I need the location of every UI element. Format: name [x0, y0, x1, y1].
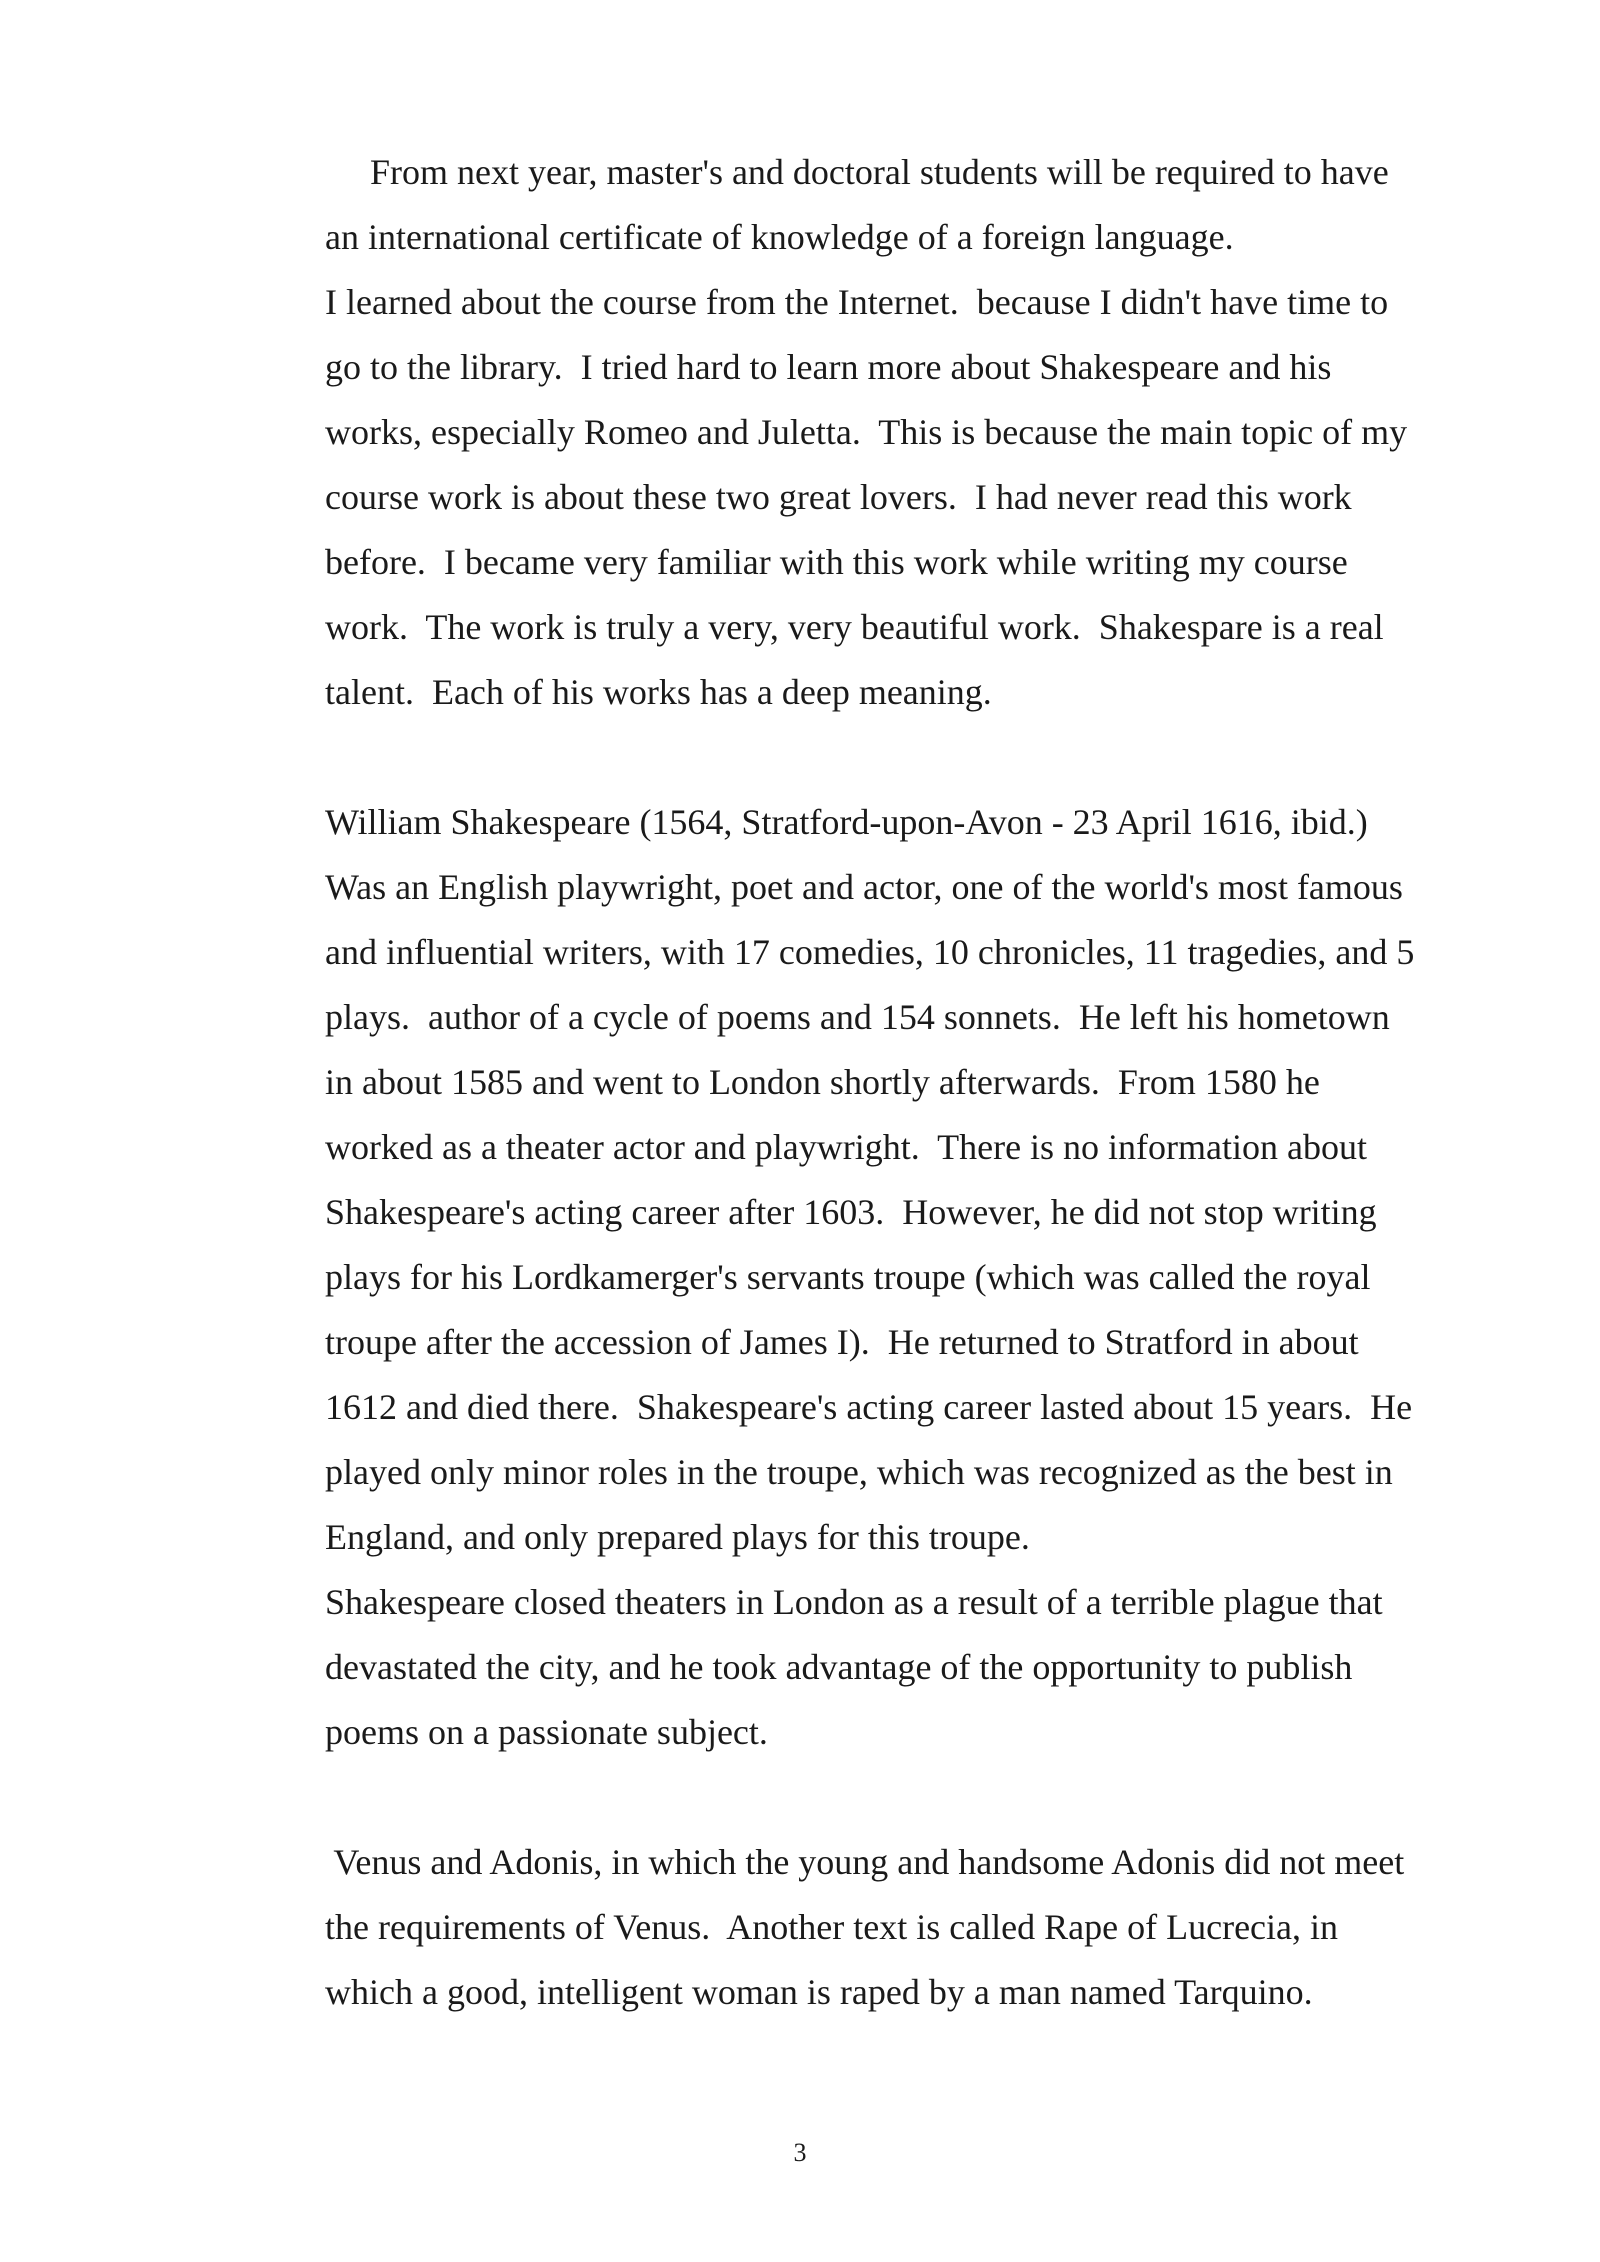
text-line: played only minor roles in the troupe, which was recognized as the best in: [325, 1452, 1393, 1492]
text-line: Shakespeare closed theaters in London as a result of a terrible plague that: [325, 1582, 1383, 1622]
text-line: England, and only prepared plays for this troupe.: [325, 1517, 1030, 1557]
text-line: in about 1585 and went to London shortly afterwards. From 1580 he: [325, 1062, 1320, 1102]
text-line: course work is about these two great lovers. I had never read this work: [325, 477, 1352, 517]
paragraph-poems: [325, 1830, 1485, 2025]
text-line: the requirements of Venus. Another text is called Rape of Lucrecia, in: [325, 1907, 1339, 1947]
page-number: 3: [793, 2138, 807, 2167]
text-line: Shakespeare's acting career after 1603. However, he did not stop writing: [325, 1192, 1377, 1232]
paragraph-requirement: [325, 140, 1485, 270]
text-line: go to the library. I tried hard to learn more about Shakespeare and his: [325, 347, 1332, 387]
text-line: an international certificate of knowledge of a foreign language.: [325, 217, 1234, 257]
paragraph-course-work: [325, 270, 1485, 725]
text-line: Was an English playwright, poet and actor, one of the world's most famous: [325, 867, 1403, 907]
text-line: poems on a passionate subject.: [325, 1712, 768, 1752]
text-line: work. The work is truly a very, very beautiful work. Shakespare is a real: [325, 607, 1384, 647]
text-line: talent. Each of his works has a deep meaning.: [325, 672, 992, 712]
text-line: William Shakespeare (1564, Stratford-upon-Avon - 23 April 1616, ibid.): [325, 802, 1368, 842]
paragraph-spacer: [325, 725, 1485, 790]
paragraph-plague: [325, 1570, 1485, 1765]
text-line: before. I became very familiar with this work while writing my course: [325, 542, 1348, 582]
text-line: troupe after the accession of James I). He returned to Stratford in about: [325, 1322, 1359, 1362]
text-line: I learned about the course from the Internet. because I didn't have time to: [325, 282, 1389, 322]
paragraph-spacer: [325, 1765, 1485, 1830]
text-line: which a good, intelligent woman is raped by a man named Tarquino.: [325, 1972, 1313, 2012]
text-line: 1612 and died there. Shakespeare's acting career lasted about 15 years. He: [325, 1387, 1413, 1427]
text-line: plays for his Lordkamerger's servants troupe (which was called the royal: [325, 1257, 1371, 1297]
text-line: works, especially Romeo and Juletta. This is because the main topic of my: [325, 412, 1408, 452]
text-line: devastated the city, and he took advantage of the opportunity to publish: [325, 1647, 1353, 1687]
text-line: From next year, master's and doctoral students will be required to have: [325, 152, 1389, 192]
paragraph-biography: [325, 790, 1485, 1570]
text-line: Venus and Adonis, in which the young and handsome Adonis did not meet: [325, 1842, 1405, 1882]
text-line: worked as a theater actor and playwright. There is no information about: [325, 1127, 1367, 1167]
text-line: plays. author of a cycle of poems and 154 sonnets. He left his hometown: [325, 997, 1390, 1037]
page-body: [325, 140, 1485, 2025]
text-line: and influential writers, with 17 comedies, 10 chronicles, 11 tragedies, and 5: [325, 932, 1415, 972]
